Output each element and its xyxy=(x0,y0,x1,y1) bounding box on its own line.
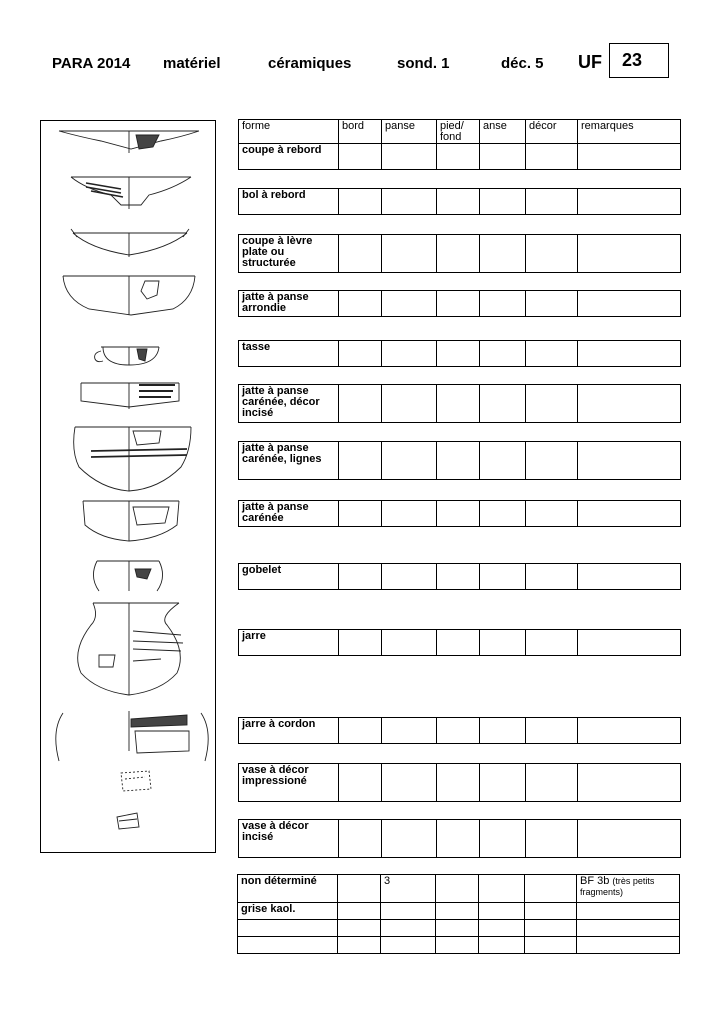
sondage-label: sond. 1 xyxy=(397,55,450,72)
table-row xyxy=(239,144,681,170)
form-label: tasse xyxy=(239,341,339,367)
pottery-profile-drawings-icon xyxy=(41,121,217,854)
form-table xyxy=(238,290,681,317)
uf-value-box: 23 xyxy=(609,43,669,78)
grise-kaol-label: grise kaol. xyxy=(238,903,338,920)
form-table xyxy=(238,629,681,656)
form-table xyxy=(238,340,681,367)
form-label: jarre xyxy=(239,630,339,656)
column-header: décor xyxy=(526,120,578,144)
form-label: jatte à panse arrondie xyxy=(239,291,339,317)
jatte-carenee-drawing-icon xyxy=(83,501,179,541)
table-row xyxy=(239,385,681,423)
remarques-cell xyxy=(577,875,680,903)
table-row xyxy=(238,920,680,937)
column-header: panse xyxy=(382,120,437,144)
form-table xyxy=(238,441,681,480)
non-determine-label: non déterminé xyxy=(238,875,338,903)
form-table xyxy=(238,500,681,527)
table-row xyxy=(239,341,681,367)
column-header: forme xyxy=(239,120,339,144)
form-table xyxy=(238,384,681,423)
jatte-carenee-lignes-drawing-icon xyxy=(74,427,191,491)
vase-decor-impressione-drawing-icon xyxy=(121,771,151,791)
remarques-code: BF 3b xyxy=(580,875,610,887)
form-label: coupe à rebord xyxy=(239,144,339,170)
panse-count: 3 xyxy=(381,875,436,903)
table-row xyxy=(239,501,681,527)
form-label: gobelet xyxy=(239,564,339,590)
gobelet-drawing-icon xyxy=(93,561,162,591)
table-row xyxy=(239,189,681,215)
category-label: céramiques xyxy=(268,55,352,72)
table-row xyxy=(239,564,681,590)
column-header: anse xyxy=(480,120,526,144)
table-row xyxy=(238,937,680,954)
jarre-drawing-icon xyxy=(78,603,183,695)
form-table xyxy=(238,119,681,170)
coupe-a-rebord-drawing-icon xyxy=(59,131,199,153)
decapage-label: déc. 5 xyxy=(501,55,544,72)
form-label: jatte à panse carénée xyxy=(239,501,339,527)
jatte-carenee-incise-drawing-icon xyxy=(81,383,179,409)
table-row xyxy=(239,630,681,656)
form-table xyxy=(238,234,681,273)
form-label: jatte à panse carénée, lignes xyxy=(239,442,339,480)
form-label: vase à décor incisé xyxy=(239,820,339,858)
column-header: bord xyxy=(339,120,382,144)
form-label: vase à décor impressioné xyxy=(239,764,339,802)
column-header: pied/ fond xyxy=(437,120,480,144)
bol-a-rebord-drawing-icon xyxy=(71,177,191,209)
table-row xyxy=(239,291,681,317)
form-table xyxy=(238,763,681,802)
remarques-note: (très petits fragments) xyxy=(580,876,655,897)
header-row xyxy=(239,120,681,144)
table-row xyxy=(239,235,681,273)
pottery-drawings-panel xyxy=(40,120,216,853)
form-label: coupe à lèvre plate ou structurée xyxy=(239,235,339,273)
form-table xyxy=(238,563,681,590)
table-row xyxy=(239,442,681,480)
table-row xyxy=(239,764,681,802)
table-row xyxy=(238,875,680,903)
table-row xyxy=(239,820,681,858)
form-table xyxy=(238,188,681,215)
site-label: PARA 2014 xyxy=(52,55,131,72)
uf-label: UF xyxy=(578,52,602,72)
jatte-panse-arrondie-drawing-icon xyxy=(63,276,195,315)
table-row xyxy=(238,903,680,920)
table-row xyxy=(239,718,681,744)
form-table xyxy=(238,819,681,858)
tasse-drawing-icon xyxy=(95,347,159,365)
form-table xyxy=(238,717,681,744)
vase-decor-incise-drawing-icon xyxy=(117,813,139,829)
jarre-a-cordon-drawing-icon xyxy=(56,711,208,761)
coupe-levre-plate-drawing-icon xyxy=(71,229,189,257)
form-label: jarre à cordon xyxy=(239,718,339,744)
column-header: remarques xyxy=(578,120,681,144)
form-label: jatte à panse carénée, décor incisé xyxy=(239,385,339,423)
bottom-table xyxy=(237,874,680,954)
material-label: matériel xyxy=(163,55,221,72)
form-label: bol à rebord xyxy=(239,189,339,215)
